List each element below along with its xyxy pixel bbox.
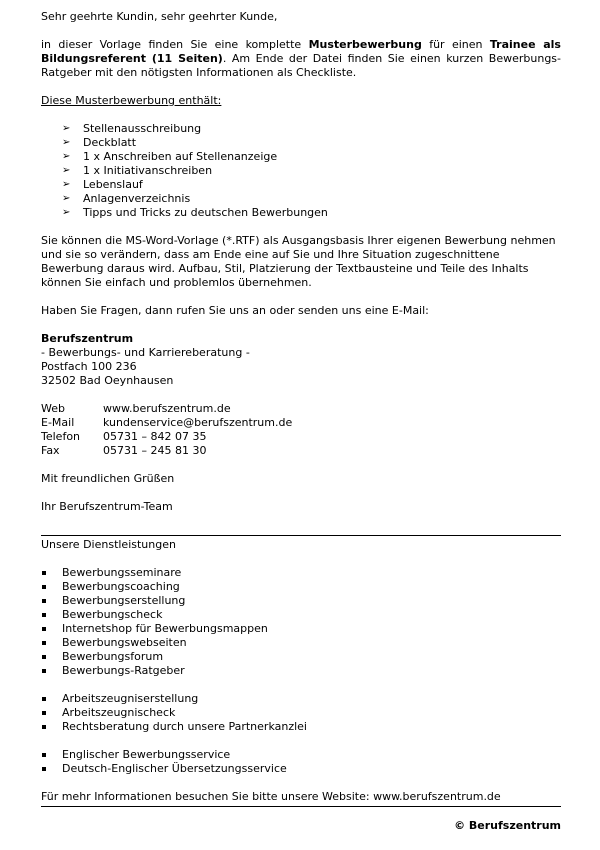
company-city: 32502 Bad Oeynhausen <box>41 374 174 387</box>
square-bullet-icon <box>42 599 46 603</box>
list-item: ➢ Deckblatt <box>62 136 137 149</box>
services-list-1 <box>41 566 561 678</box>
list-item: ➢ Lebenslauf <box>62 178 143 191</box>
square-bullet-icon <box>42 711 46 715</box>
contact-row-phone: Telefon 05731 – 842 07 35 <box>41 430 207 443</box>
list-item: Arbeitszeugniserstellung <box>41 692 561 706</box>
services-list-2 <box>41 692 561 734</box>
square-bullet-icon <box>42 725 46 729</box>
intro-text-3: . Am Ende der Datei finden Sie einen kurzen Bewerbungs-Ratgeber mit den nötigsten Informationen als Checkliste. <box>41 52 561 79</box>
fax-number: 05731 – 245 81 30 <box>103 444 207 457</box>
square-bullet-icon <box>42 641 46 645</box>
square-bullet-icon <box>42 697 46 701</box>
list-item: Bewerbungscoaching <box>41 580 561 594</box>
more-info-text: Für mehr Informationen besuchen Sie bitte unsere Website: www.berufszentrum.de <box>41 790 501 803</box>
list-item: Bewerbungscheck <box>41 608 561 622</box>
intro-bold-musterbewerbung: Musterbewerbung <box>308 38 422 51</box>
square-bullet-icon <box>42 613 46 617</box>
list-item: Internetshop für Bewerbungsmappen <box>41 622 561 636</box>
contents-list <box>41 122 561 220</box>
copyright: © Berufszentrum <box>454 819 561 832</box>
questions-text: Haben Sie Fragen, dann rufen Sie uns an oder senden uns eine E-Mail: <box>41 304 429 317</box>
intro-paragraph <box>41 38 561 80</box>
list-item: Bewerbungsforum <box>41 650 561 664</box>
list-item: Bewerbungswebseiten <box>41 636 561 650</box>
contact-row-web: Web www.berufszentrum.de <box>41 402 231 415</box>
services-heading: Unsere Dienstleistungen <box>41 538 176 551</box>
company-name: Berufszentrum <box>41 332 134 345</box>
arrow-bullet-icon: ➢ <box>62 179 71 190</box>
list-item: ➢ Anlagenverzeichnis <box>62 192 191 205</box>
arrow-bullet-icon: ➢ <box>62 123 71 134</box>
closing: Mit freundlichen Grüßen <box>41 472 175 485</box>
arrow-bullet-icon: ➢ <box>62 165 71 176</box>
square-bullet-icon <box>42 571 46 575</box>
company-tagline: - Bewerbungs- und Karriereberatung - <box>41 346 250 359</box>
intro-text-1: in dieser Vorlage finden Sie eine komplette <box>41 38 309 51</box>
email-link[interactable]: kundenservice@berufszentrum.de <box>103 416 293 429</box>
square-bullet-icon <box>42 585 46 589</box>
contact-row-fax: Fax 05731 – 245 81 30 <box>41 444 207 457</box>
list-item: Rechtsberatung durch unsere Partnerkanzlei <box>41 720 561 734</box>
square-bullet-icon <box>42 669 46 673</box>
contact-row-email: E-Mail kundenservice@berufszentrum.de <box>41 416 293 429</box>
phone-number: 05731 – 842 07 35 <box>103 430 207 443</box>
arrow-bullet-icon: ➢ <box>62 193 71 204</box>
greeting: Sehr geehrte Kundin, sehr geehrter Kunde, <box>41 10 278 23</box>
list-item: Deutsch-Englischer Übersetzungsservice <box>41 762 561 776</box>
list-item: Bewerbungserstellung <box>41 594 561 608</box>
list-item: ➢ 1 x Anschreiben auf Stellenanzeige <box>62 150 278 163</box>
square-bullet-icon <box>42 753 46 757</box>
list-item: Englischer Bewerbungsservice <box>41 748 561 762</box>
square-bullet-icon <box>42 655 46 659</box>
contact-block <box>41 402 561 458</box>
signature: Ihr Berufszentrum-Team <box>41 500 173 513</box>
document-content <box>41 10 561 833</box>
intro-bold-position: Trainee als Bildungsreferent (11 Seiten) <box>41 38 561 65</box>
list-item: ➢ Tipps und Tricks zu deutschen Bewerbungen <box>62 206 328 219</box>
web-link[interactable]: www.berufszentrum.de <box>103 402 231 415</box>
square-bullet-icon <box>42 767 46 771</box>
list-item: Bewerbungs-Ratgeber <box>41 664 561 678</box>
services-list-3 <box>41 748 561 776</box>
list-item: Bewerbungsseminare <box>41 566 561 580</box>
intro-text-2: für einen <box>421 38 490 51</box>
contents-heading: Diese Musterbewerbung enthält: <box>41 94 222 107</box>
square-bullet-icon <box>42 627 46 631</box>
company-postbox: Postfach 100 236 <box>41 360 137 373</box>
list-item: ➢ Stellenausschreibung <box>62 122 202 135</box>
arrow-bullet-icon: ➢ <box>62 137 71 148</box>
arrow-bullet-icon: ➢ <box>62 207 71 218</box>
list-item: Arbeitszeugnischeck <box>41 706 561 720</box>
word-template-paragraph: Sie können die MS-Word-Vorlage (*.RTF) als Ausgangsbasis Ihrer eigenen Bewerbung nehmen und sie so verändern, dass am Ende eine auf Sie und Ihre Situation zugeschnittene Bewerbung daraus wird. Aufbau, Stil, Platzierung der Textbausteine und Teile des Inhalts können Sie einfach und problemlos übernehmen. <box>41 234 556 289</box>
list-item: ➢ 1 x Initiativanschreiben <box>62 164 213 177</box>
arrow-bullet-icon: ➢ <box>62 151 71 162</box>
